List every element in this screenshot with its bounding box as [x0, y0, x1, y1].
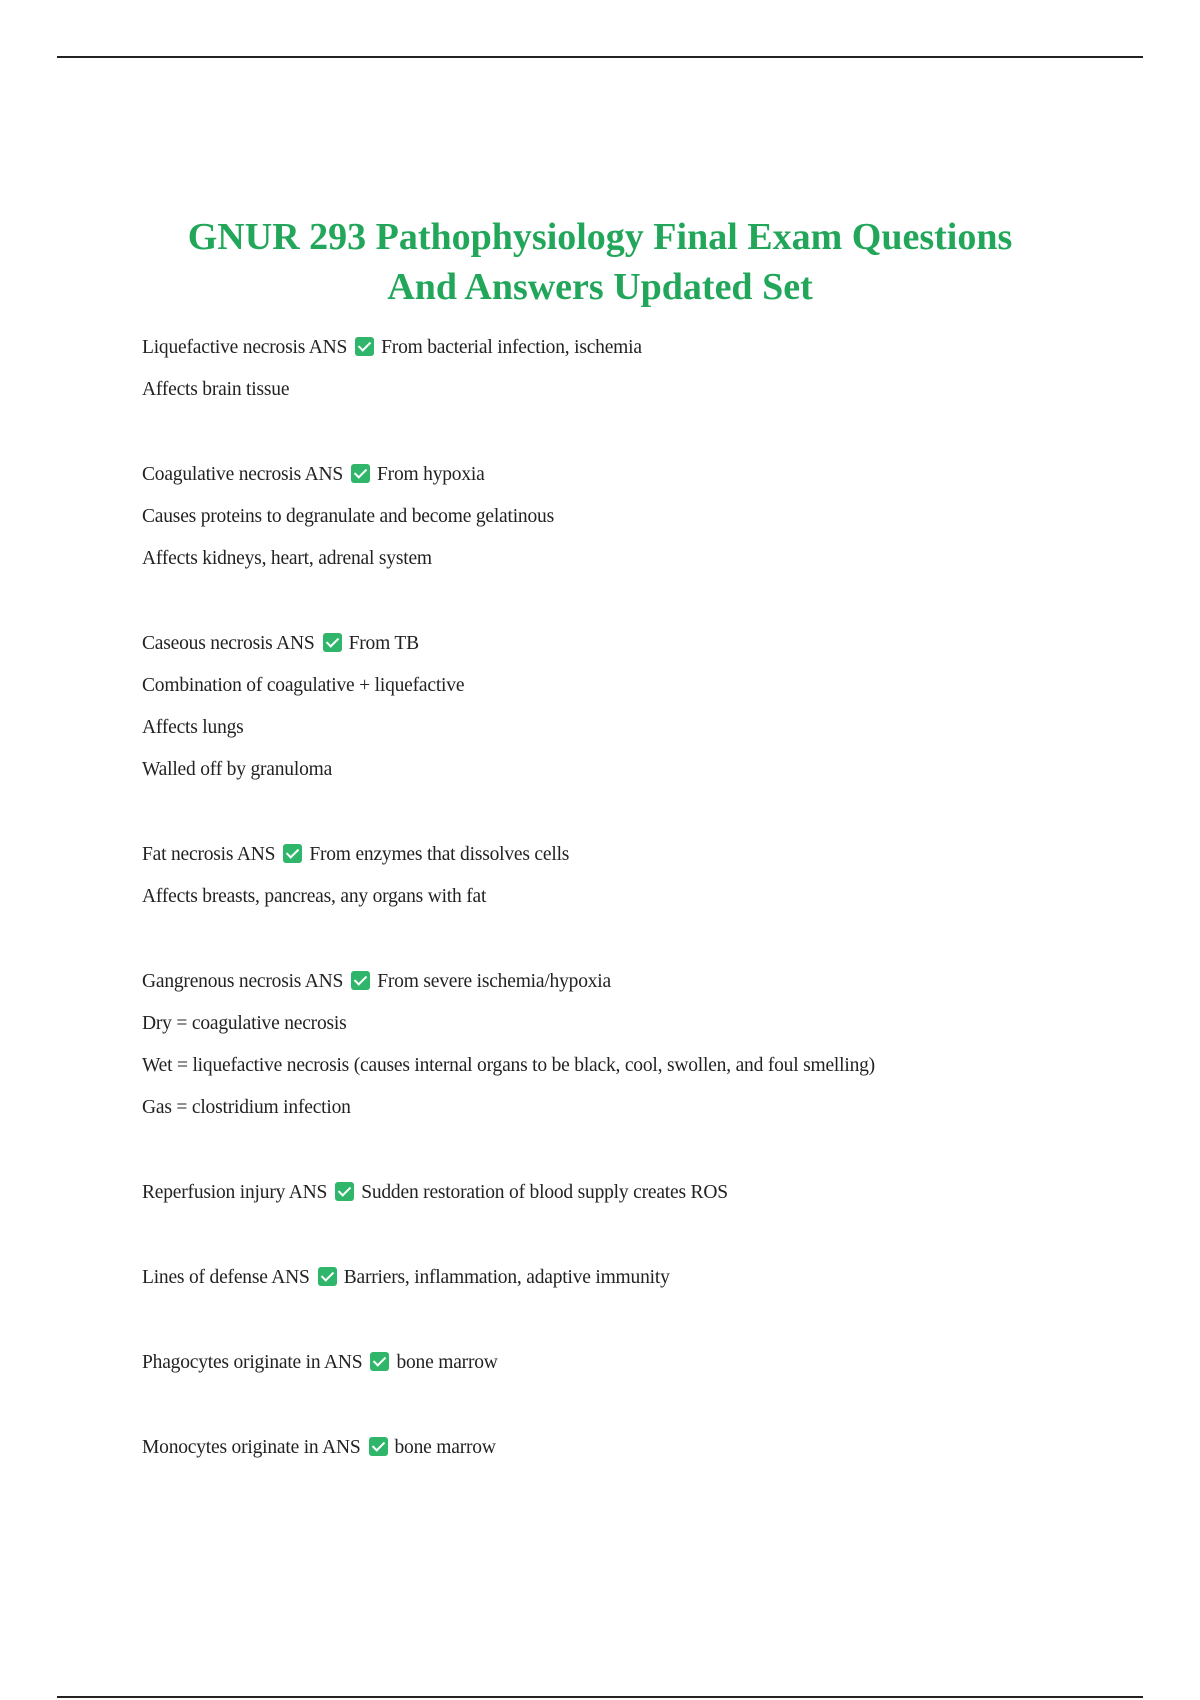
question-line — [142, 327, 1142, 369]
answer-text: bone marrow — [394, 1437, 496, 1458]
question-line — [142, 623, 1142, 665]
check-box-icon — [283, 844, 302, 863]
question-line — [142, 1342, 1142, 1384]
check-box-icon — [370, 1352, 389, 1371]
qa-item — [142, 327, 1142, 411]
check-box-icon — [369, 1437, 388, 1456]
detail-line: Walled off by granuloma — [142, 759, 333, 780]
question-line — [142, 961, 1142, 1003]
qa-item — [142, 623, 1142, 791]
question-text: Fat necrosis ANS — [142, 844, 276, 865]
answer-text: Sudden restoration of blood supply creates ROS — [361, 1182, 728, 1203]
question-line — [142, 1257, 1142, 1299]
qa-item — [142, 1427, 1142, 1469]
question-text: Lines of defense ANS — [142, 1267, 310, 1288]
detail-line: Affects breasts, pancreas, any organs with fat — [142, 886, 487, 907]
qa-item — [142, 834, 1142, 918]
detail-line: Dry = coagulative necrosis — [142, 1013, 347, 1034]
check-box-icon — [335, 1182, 354, 1201]
detail-line: Causes proteins to degranulate and become gelatinous — [142, 506, 554, 527]
question-line — [142, 454, 1142, 496]
title-line-1: GNUR 293 Pathophysiology Final Exam Questions — [187, 216, 1013, 258]
detail-line: Affects lungs — [142, 717, 244, 738]
answer-text: Barriers, inflammation, adaptive immunity — [343, 1267, 670, 1288]
answer-text: From enzymes that dissolves cells — [309, 844, 570, 865]
question-text: Reperfusion injury ANS — [142, 1182, 328, 1203]
answer-text: From severe ischemia/hypoxia — [377, 971, 611, 992]
qa-item — [142, 1342, 1142, 1384]
question-text: Phagocytes originate in ANS — [142, 1352, 363, 1373]
qa-item — [142, 1257, 1142, 1299]
qa-item — [142, 1172, 1142, 1214]
question-text: Liquefactive necrosis ANS — [142, 337, 348, 358]
answer-text: From hypoxia — [377, 464, 485, 485]
answer-text: From bacterial infection, ischemia — [381, 337, 642, 358]
detail-line: Affects brain tissue — [142, 379, 290, 400]
detail-line: Affects kidneys, heart, adrenal system — [142, 548, 432, 569]
detail-line: Combination of coagulative + liquefactive — [142, 675, 465, 696]
check-box-icon — [318, 1267, 337, 1286]
answer-text: bone marrow — [396, 1352, 498, 1373]
check-box-icon — [351, 464, 370, 483]
question-text: Gangrenous necrosis ANS — [142, 971, 344, 992]
check-box-icon — [323, 633, 342, 652]
qa-list — [142, 327, 1142, 1512]
check-box-icon — [351, 971, 370, 990]
question-text: Coagulative necrosis ANS — [142, 464, 344, 485]
question-line — [142, 834, 1142, 876]
document-title — [100, 212, 1100, 312]
detail-line: Wet = liquefactive necrosis (causes internal organs to be black, cool, swollen, and foul smelling) — [142, 1055, 875, 1076]
qa-item — [142, 961, 1142, 1129]
bottom-rule — [57, 1696, 1143, 1698]
top-rule — [57, 56, 1143, 58]
title-line-2: And Answers Updated Set — [387, 266, 813, 308]
question-text: Monocytes originate in ANS — [142, 1437, 361, 1458]
qa-item — [142, 454, 1142, 580]
check-box-icon — [355, 337, 374, 356]
question-text: Caseous necrosis ANS — [142, 633, 315, 654]
question-line — [142, 1427, 1142, 1469]
detail-line: Gas = clostridium infection — [142, 1097, 351, 1118]
question-line — [142, 1172, 1142, 1214]
answer-text: From TB — [348, 633, 419, 654]
